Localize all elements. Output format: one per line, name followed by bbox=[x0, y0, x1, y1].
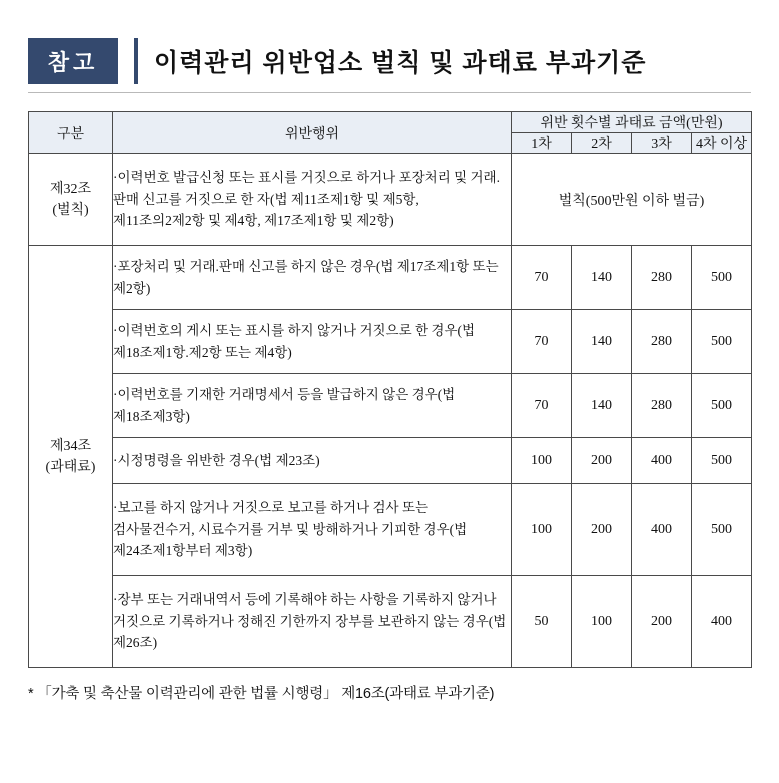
row-fee-3: 280 bbox=[632, 246, 692, 310]
col-header-fee-4: 4차 이상 bbox=[692, 133, 752, 154]
row-penalty-note: 벌칙(500만원 이하 벌금) bbox=[512, 154, 752, 246]
row-action: ·장부 또는 거래내역서 등에 기록해야 하는 사항을 기록하지 않거나 거짓으로 기록하거나 정해진 기한까지 장부를 보관하지 않는 경우(법 제26조) bbox=[113, 576, 512, 668]
row-fee-4: 500 bbox=[692, 310, 752, 374]
footnote: * 「가축 및 축산물 이력관리에 관한 법률 시행령」 제16조(과태료 부과기준) bbox=[28, 686, 495, 702]
row-action: ·이력번호를 기재한 거래명세서 등을 발급하지 않은 경우(법 제18조제3항) bbox=[113, 374, 512, 438]
row-fee-3: 400 bbox=[632, 438, 692, 484]
page-title: 이력관리 위반업소 벌칙 및 과태료 부과기준 bbox=[154, 49, 647, 77]
penalty-table bbox=[28, 111, 752, 668]
row-fee-4: 500 bbox=[692, 438, 752, 484]
row-action: ·포장처리 및 거래.판매 신고를 하지 않은 경우(법 제17조제1항 또는 제2항) bbox=[113, 246, 512, 310]
row-action: ·이력번호의 게시 또는 표시를 하지 않거나 거짓으로 한 경우(법 제18조제1항.제2항 또는 제4항) bbox=[113, 310, 512, 374]
row-fee-4: 500 bbox=[692, 484, 752, 576]
row-fee-4: 500 bbox=[692, 374, 752, 438]
row-action: ·이력번호 발급신청 또는 표시를 거짓으로 하거나 포장처리 및 거래.판매 신고를 거짓으로 한 자(법 제11조제1항 및 제5항, 제11조의2제2항 및 제4항, 제17조제1항 및 제2항) bbox=[113, 154, 512, 246]
row-fee-2: 100 bbox=[572, 576, 632, 668]
col-header-fee-group: 위반 횟수별 과태료 금액(만원) bbox=[512, 112, 752, 133]
table-row bbox=[29, 438, 752, 484]
row-fee-1: 70 bbox=[512, 246, 572, 310]
row-fee-1: 70 bbox=[512, 374, 572, 438]
row-fee-1: 70 bbox=[512, 310, 572, 374]
table-body bbox=[29, 154, 752, 668]
row-fee-1: 100 bbox=[512, 484, 572, 576]
row-fee-2: 200 bbox=[572, 438, 632, 484]
table-row bbox=[29, 154, 752, 246]
col-header-action: 위반행위 bbox=[113, 112, 512, 154]
table-row bbox=[29, 374, 752, 438]
header-divider bbox=[28, 92, 751, 93]
document-header bbox=[28, 38, 751, 84]
row-gubun: 제34조 (과태료) bbox=[29, 246, 113, 668]
row-gubun: 제32조 (벌칙) bbox=[29, 154, 113, 246]
col-header-fee-1: 1차 bbox=[512, 133, 572, 154]
col-header-fee-3: 3차 bbox=[632, 133, 692, 154]
col-header-gubun: 구분 bbox=[29, 112, 113, 154]
table-head bbox=[29, 112, 752, 154]
row-fee-2: 140 bbox=[572, 310, 632, 374]
header-title-wrap bbox=[134, 38, 751, 84]
table-header-row-1 bbox=[29, 112, 752, 133]
table-row bbox=[29, 576, 752, 668]
row-fee-2: 200 bbox=[572, 484, 632, 576]
table-row bbox=[29, 310, 752, 374]
row-fee-1: 100 bbox=[512, 438, 572, 484]
row-fee-2: 140 bbox=[572, 374, 632, 438]
table-row bbox=[29, 484, 752, 576]
col-header-fee-2: 2차 bbox=[572, 133, 632, 154]
row-fee-3: 280 bbox=[632, 310, 692, 374]
table-row bbox=[29, 246, 752, 310]
reference-badge: 참고 bbox=[28, 38, 118, 84]
row-action: ·보고를 하지 않거나 거짓으로 보고를 하거나 검사 또는 검사물건수거, 시료수거를 거부 및 방해하거나 기피한 경우(법 제24조제1항부터 제3항) bbox=[113, 484, 512, 576]
row-fee-2: 140 bbox=[572, 246, 632, 310]
row-fee-3: 280 bbox=[632, 374, 692, 438]
row-action: ·시정명령을 위반한 경우(법 제23조) bbox=[113, 438, 512, 484]
row-fee-4: 400 bbox=[692, 576, 752, 668]
row-fee-1: 50 bbox=[512, 576, 572, 668]
row-fee-4: 500 bbox=[692, 246, 752, 310]
row-fee-3: 400 bbox=[632, 484, 692, 576]
row-fee-3: 200 bbox=[632, 576, 692, 668]
